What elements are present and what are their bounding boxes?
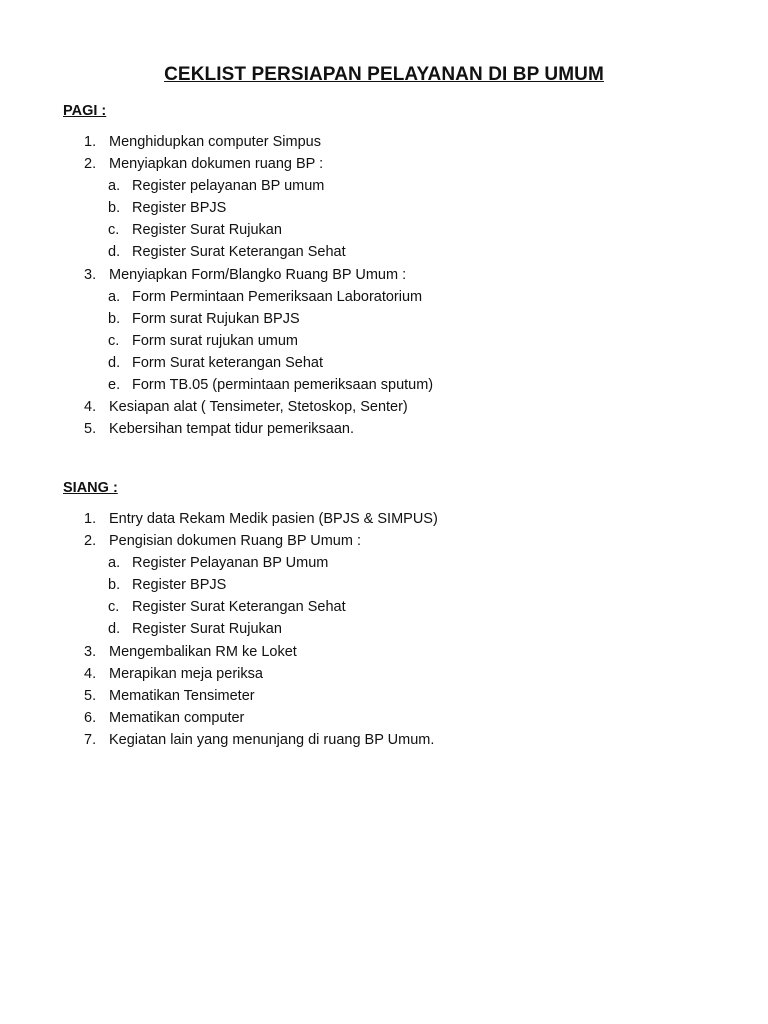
subitem-text: Form Permintaan Pemeriksaan Laboratorium xyxy=(132,288,423,305)
subitem-letter: b. xyxy=(108,200,121,217)
item-text: Entry data Rekam Medik pasien (BPJS & SIMPUS) xyxy=(109,511,438,527)
subitem-text: Register Surat Rujukan xyxy=(132,621,282,638)
subitem-text: Form Surat keterangan Sehat xyxy=(132,354,324,371)
subitem-text: Register pelayanan BP umum xyxy=(132,178,325,195)
subitem-letter: a. xyxy=(108,178,121,195)
subitem-text: Register BPJS xyxy=(132,577,227,594)
document-title: CEKLIST PERSIAPAN PELAYANAN DI BP UMUM xyxy=(164,64,604,85)
item-number: 5. xyxy=(84,421,97,438)
item-text: Pengisian dokumen Ruang BP Umum : xyxy=(109,533,362,550)
item-text: Menyiapkan Form/Blangko Ruang BP Umum : xyxy=(109,266,407,283)
item-text: Kesiapan alat ( Tensimeter, Stetoskop, Senter) xyxy=(109,399,408,416)
item-number: 1. xyxy=(84,511,97,527)
item-text: Mematikan computer xyxy=(109,709,245,726)
subitem-letter: a. xyxy=(108,555,121,572)
subitem-text: Register Surat Keterangan Sehat xyxy=(132,244,346,261)
subitem-letter: a. xyxy=(108,288,121,305)
item-number: 3. xyxy=(84,266,97,283)
item-number: 5. xyxy=(84,687,97,704)
subitem-text: Register Pelayanan BP Umum xyxy=(132,555,329,572)
item-number: 6. xyxy=(84,709,97,726)
subitem-letter: e. xyxy=(108,377,121,394)
subitem-text: Register Surat Keterangan Sehat xyxy=(132,599,346,616)
item-number: 7. xyxy=(84,731,97,748)
subitem-letter: d. xyxy=(108,244,121,261)
section-heading-pagi: PAGI : xyxy=(63,103,107,119)
item-number: 3. xyxy=(84,643,97,660)
item-text: Menyiapkan dokumen ruang BP : xyxy=(109,156,324,173)
item-number: 2. xyxy=(84,533,97,550)
item-number: 1. xyxy=(84,134,97,150)
subitem-letter: b. xyxy=(108,577,121,594)
subitem-letter: d. xyxy=(108,621,121,638)
subitem-text: Form TB.05 (permintaan pemeriksaan sputum) xyxy=(132,377,434,394)
item-number: 4. xyxy=(84,665,97,682)
section-heading-siang: SIANG : xyxy=(63,480,118,496)
item-text: Mematikan Tensimeter xyxy=(109,687,255,704)
item-text: Merapikan meja periksa xyxy=(109,665,263,682)
subitem-letter: c. xyxy=(108,599,120,616)
subitem-letter: b. xyxy=(108,310,121,327)
subitem-text: Form surat rujukan umum xyxy=(132,332,298,349)
item-text: Mengembalikan RM ke Loket xyxy=(109,643,297,660)
subitem-text: Register Surat Rujukan xyxy=(132,222,282,239)
item-number: 2. xyxy=(84,156,97,173)
item-text: Kebersihan tempat tidur pemeriksaan. xyxy=(109,421,355,438)
subitem-letter: c. xyxy=(108,222,120,239)
subitem-letter: c. xyxy=(108,332,120,349)
item-number: 4. xyxy=(84,399,97,416)
subitem-letter: d. xyxy=(108,354,121,371)
subitem-text: Register BPJS xyxy=(132,200,227,217)
item-text: Kegiatan lain yang menunjang di ruang BP Umum. xyxy=(109,731,435,748)
item-text: Menghidupkan computer Simpus xyxy=(109,134,321,150)
subitem-text: Form surat Rujukan BPJS xyxy=(132,310,300,327)
